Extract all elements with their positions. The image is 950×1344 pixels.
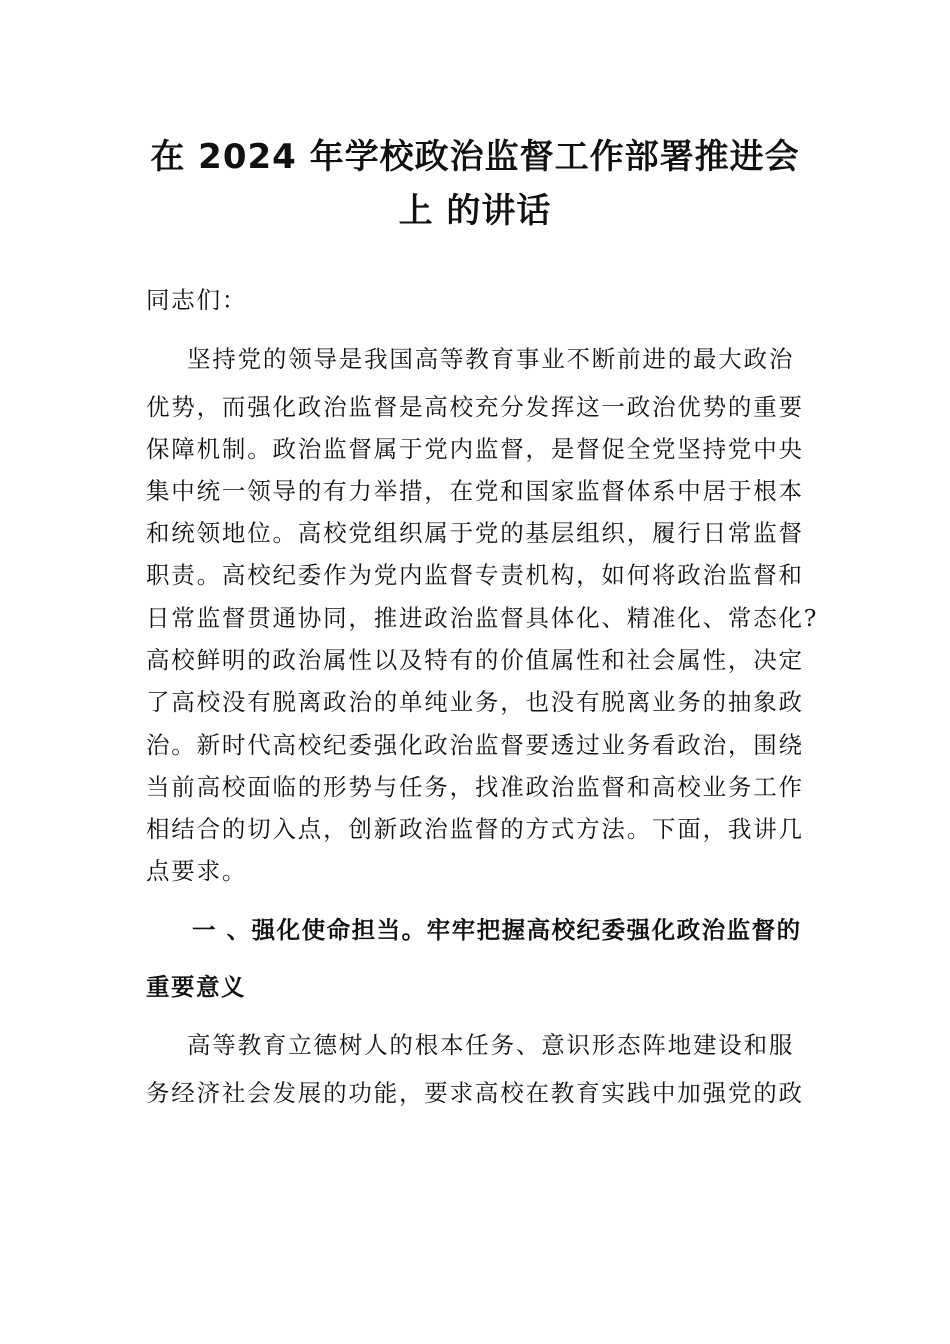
paragraph-line: 务经济社会发展的功能，要求高校在教育实践中加强党的政 xyxy=(146,1079,804,1107)
paragraph-line: 相结合的切入点，创新政治监督的方式方法。下面，我讲几 xyxy=(146,815,804,843)
paragraph-line: 点要求。 xyxy=(146,857,248,885)
paragraph-line: 保障机制。政治监督属于党内监督，是督促全党坚持党中央 xyxy=(146,435,804,463)
paragraph-line: 坚持党的领导是我国高等教育事业不断前进的最大政治 xyxy=(187,345,795,373)
section-heading-line-2: 重要意义 xyxy=(146,973,246,1001)
document-title-line-2: 上 的讲话 xyxy=(398,191,552,231)
paragraph-line: 了高校没有脱离政治的单纯业务，也没有脱离业务的抽象政 xyxy=(146,688,804,716)
paragraph-line: 当前高校面临的形势与任务，找准政治监督和高校业务工作 xyxy=(146,773,804,801)
paragraph-line: 治。新时代高校纪委强化政治监督要透过业务看政治，围绕 xyxy=(146,731,804,759)
paragraph-line: 高校鲜明的政治属性以及特有的价值属性和社会属性，决定 xyxy=(146,646,804,674)
paragraph-line: 和统领地位。高校党组织属于党的基层组织，履行日常监督 xyxy=(146,519,804,547)
document-title-line-1: 在 2024 年学校政治监督工作部署推进会 xyxy=(150,137,800,177)
paragraph-line: 职责。高校纪委作为党内监督专责机构，如何将政治监督和 xyxy=(146,561,804,589)
paragraph-line: 优势，而强化政治监督是高校充分发挥这一政治优势的重要 xyxy=(146,393,804,421)
paragraph-line: 集中统一领导的有力举措，在党和国家监督体系中居于根本 xyxy=(146,477,804,505)
paragraph-line: 日常监督贯通协同，推进政治监督具体化、精准化、常态化? xyxy=(146,604,819,632)
paragraph-line: 高等教育立德树人的根本任务、意识形态阵地建设和服 xyxy=(187,1031,795,1059)
section-heading-line-1: 一 、强化使命担当。牢牢把握高校纪委强化政治监督的 xyxy=(192,916,802,944)
salutation: 同志们： xyxy=(146,286,248,314)
